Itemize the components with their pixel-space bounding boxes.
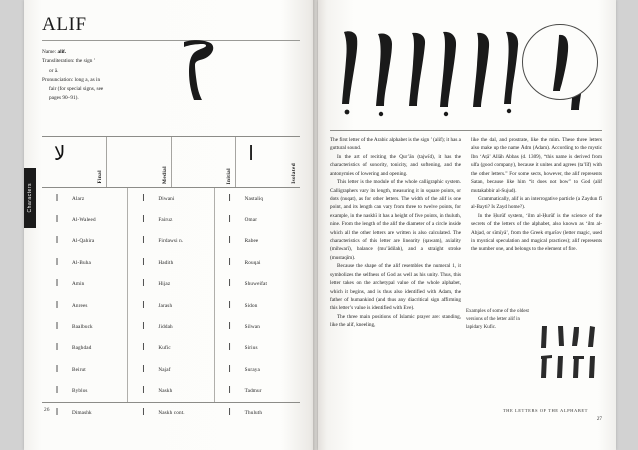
desc-translit-value: the sign ’: [75, 58, 96, 65]
table-row: [42, 359, 127, 380]
band-divider: [330, 130, 602, 131]
style-name: Beirut: [72, 366, 86, 373]
table-row: [42, 209, 127, 230]
table-row: [215, 188, 300, 209]
style-glyph: ا: [55, 236, 59, 247]
style-glyph: ا: [142, 343, 145, 354]
style-name: Sidon: [244, 302, 258, 309]
table-row: [128, 359, 213, 380]
body-paragraph: The first letter of the Arabic alphabet is the sign ’ (alif); it has a guttural sound.: [330, 137, 461, 152]
style-name: Alarz: [72, 195, 85, 202]
style-name: Rabee: [244, 238, 259, 245]
body-paragraph: Because the shape of the alif resembles the numeral 1, it symbolizes the selfness of God as well as his unity. Thus, this letter takes on the archetypal value of the whole alphabet, which it begins, and is thus also identified with Adam, the father of humankind (and thus any diacritical sign affirming this letter’s value is identified with Eve).: [330, 263, 461, 312]
desc-translit-alt: or ā.: [49, 67, 59, 74]
table-row: [128, 188, 213, 209]
table-row: [215, 231, 300, 252]
body-paragraph: The three main positions of Islamic prayer are: standing, like the alif, kneeling,: [330, 313, 461, 329]
style-glyph: ا: [228, 322, 231, 333]
body-text-columns: [330, 136, 602, 330]
body-paragraph: like the dal, and prostrate, like the mim. These three letters also make up the name Ādm (Adam). According to the mystic Ibn ‘Aṭā’ Allāh Abbas (d. 1309), “this name is derived from ulfa (good company), because it unites and agrees (ta’līf) with the other letters.” For some sects, however, the alif represents Satan, because like him “it does not bow” to God (alif mutakabbir al-Sujud).: [471, 137, 602, 194]
style-glyph: ا: [55, 322, 59, 333]
kufic-alif-examples-art: [538, 322, 602, 382]
table-header-cell-final: [42, 137, 107, 187]
style-table-column: [215, 188, 300, 418]
style-name: Naskh cont.: [158, 409, 185, 416]
style-glyph: ا: [142, 236, 145, 247]
table-row: [128, 402, 213, 423]
table-row: [42, 252, 127, 273]
title-divider: [42, 40, 300, 41]
style-name: Fairuz: [158, 217, 173, 224]
isolated-form-specimen: ا: [248, 141, 254, 165]
left-page: [24, 0, 316, 450]
style-glyph: ا: [228, 386, 231, 397]
figure-caption: Examples of some of the oldest versions of the letter alif in lapidary Kufic.: [466, 309, 529, 330]
style-name: Baghdad: [72, 345, 92, 352]
table-row: [215, 252, 300, 273]
table-row: [42, 381, 127, 402]
final-form-specimen: لا: [54, 141, 66, 165]
style-glyph: ا: [142, 407, 145, 418]
column-label-final: Final: [96, 170, 103, 184]
section-tab-characters[interactable]: [24, 168, 36, 228]
style-name: Shuweifat: [244, 281, 268, 288]
table-row: [42, 338, 127, 359]
right-page-content: [326, 8, 608, 442]
style-glyph: ا: [55, 386, 59, 397]
style-glyph: ا: [55, 257, 59, 268]
table-row: [42, 402, 127, 423]
letter-description: [42, 48, 157, 104]
style-name: Suraya: [244, 366, 260, 373]
style-name: Al-Buha: [72, 259, 91, 266]
desc-pron-ref: pages 90–91).: [49, 95, 79, 102]
body-column-left: [330, 136, 461, 330]
style-glyph: ا: [142, 279, 145, 290]
style-glyph: ا: [142, 386, 145, 397]
style-name: Jarash: [158, 302, 173, 309]
desc-pron-value: long a, as in: [74, 76, 101, 83]
style-name: Diwani: [158, 195, 175, 202]
desc-line-name: [42, 48, 157, 57]
style-name: Amin: [72, 281, 85, 288]
left-page-content: [38, 8, 304, 442]
body-paragraph: Grammatically, alif is an interrogative particle (a Zaydun fī al-Bayti? Is Zayd home?).: [471, 195, 602, 211]
style-name: Najaf: [158, 366, 171, 373]
style-glyph: ا: [228, 236, 231, 247]
style-glyph: ا: [228, 215, 231, 226]
table-row: [42, 231, 127, 252]
table-row: [42, 188, 127, 209]
style-glyph: ا: [228, 257, 231, 268]
circular-medallion: [522, 24, 598, 100]
style-name: Baalbuck: [72, 324, 93, 331]
column-label-initial: Initial: [226, 167, 233, 184]
style-glyph: ا: [55, 407, 59, 418]
style-glyph: ا: [55, 215, 59, 226]
kufic-examples-figure: [466, 308, 602, 332]
table-row: [215, 338, 300, 359]
table-bottom-rule: [42, 402, 300, 403]
table-row: [215, 359, 300, 380]
style-name: Tadmur: [244, 388, 262, 395]
style-name: Silwan: [244, 324, 260, 331]
style-glyph: ا: [142, 364, 145, 375]
style-name: Al-Waleed: [72, 217, 96, 224]
style-table-column: [128, 188, 214, 418]
style-glyph: ا: [55, 193, 59, 204]
table-row: [215, 381, 300, 402]
hero-alif-calligraphy: [178, 36, 238, 106]
style-name: Al-Qahira: [72, 238, 95, 245]
table-header-cell-medial: [107, 137, 172, 187]
style-glyph: ا: [55, 279, 59, 290]
style-name: Firdawsi n.: [158, 238, 184, 245]
table-row: [128, 209, 213, 230]
desc-pron-label: Pronunciation:: [42, 76, 74, 83]
table-row: [128, 295, 213, 316]
table-row: [128, 316, 213, 337]
table-row: [128, 252, 213, 273]
table-header-cell-isolated: [236, 137, 300, 187]
style-glyph: ا: [142, 215, 145, 226]
desc-line-translit: [42, 57, 157, 66]
style-table-header: [42, 136, 300, 188]
desc-line-pron: [42, 76, 157, 85]
right-page: [318, 0, 616, 450]
desc-name-value: alif.: [57, 49, 67, 55]
desc-name-label: Name:: [42, 49, 57, 55]
style-name: Naskh: [158, 388, 173, 395]
style-name: Thuluth: [244, 409, 263, 416]
table-row: [215, 274, 300, 295]
table-row: [215, 316, 300, 337]
column-label-medial: Medial: [161, 166, 168, 184]
style-name: Dimashk: [72, 409, 92, 416]
style-name: Jiddah: [158, 324, 173, 331]
running-head: THE LETTERS OF THE ALPHABET: [502, 408, 588, 413]
table-row: [128, 381, 213, 402]
style-glyph: ا: [228, 407, 231, 418]
folio-number-left: 26: [44, 407, 50, 413]
style-glyph: ا: [55, 364, 59, 375]
style-glyph: ا: [142, 322, 145, 333]
style-glyph: ا: [228, 300, 231, 311]
style-name: Hadith: [158, 259, 174, 266]
column-label-isolated: Isolated: [291, 163, 297, 184]
style-glyph: ا: [55, 343, 59, 354]
desc-translit-label: Transliteration:: [42, 58, 75, 65]
style-name: Sirius: [244, 345, 258, 352]
style-glyph: ا: [228, 193, 231, 204]
body-column-right: [471, 136, 602, 330]
table-row: [215, 295, 300, 316]
table-row: [215, 402, 300, 423]
style-glyph: ا: [55, 300, 59, 311]
style-glyph: ا: [142, 257, 145, 268]
style-name: Byblos: [72, 388, 88, 395]
style-name: Omar: [244, 217, 258, 224]
body-paragraph: This letter is the module of the whole calligraphic system. Calligraphers vary its length, measuring it in square points, or dots (nuqat), as for other letters. The width of the alif is one point, and its length can vary from three to twelve points, for example, in the naskhī it has a height of five points, in thuluth, nine. From the length of the alif the diameter of a circle inside which all the other letters are written is also calculated. The characteristics of this letter are linearity (qawam), axiality (mihwarī), balance (mu’ādilah), and a straight stroke (mustaqīm).: [330, 179, 461, 261]
style-glyph: ا: [228, 343, 231, 354]
table-row: [128, 338, 213, 359]
style-glyph: ا: [142, 193, 145, 204]
table-row: [128, 231, 213, 252]
page-title: ALIF: [42, 14, 87, 35]
style-glyph: ا: [228, 364, 231, 375]
style-name: Rouqai: [244, 259, 261, 266]
style-name: Nastaliq: [244, 195, 264, 202]
style-name: Anrees: [72, 302, 88, 309]
folio-number-right: 27: [596, 416, 602, 422]
table-header-cell-initial: [172, 137, 237, 187]
table-row: [215, 209, 300, 230]
table-row: [42, 316, 127, 337]
style-glyph: ا: [228, 279, 231, 290]
table-row: [42, 274, 127, 295]
style-glyph: ا: [142, 300, 145, 311]
body-paragraph: In the art of reciting the Qur’ān (tajwīd), it has the characteristics of sonority, tonicity, and softening, and the antonymies of lowering and opening.: [330, 153, 461, 177]
style-name: Hijaz: [158, 281, 171, 288]
section-tab-label: Characters: [27, 183, 33, 213]
body-paragraph: In the Ḥurūf system, ‘ilm al-Ḥurūf is the science of the secrets of the letters of the alphabet, also known as ‘ilm al-Abjad, or sīmīyā’, from the Greek σημεῖον (letter magic, used in mystical speculation and magical practices); alif represents the number one, and belongs to the element of fire.: [471, 212, 602, 253]
table-row: [42, 295, 127, 316]
style-name: Kufic: [158, 345, 171, 352]
table-row: [128, 274, 213, 295]
desc-pron-example: fair (for special signs, see: [49, 86, 104, 93]
